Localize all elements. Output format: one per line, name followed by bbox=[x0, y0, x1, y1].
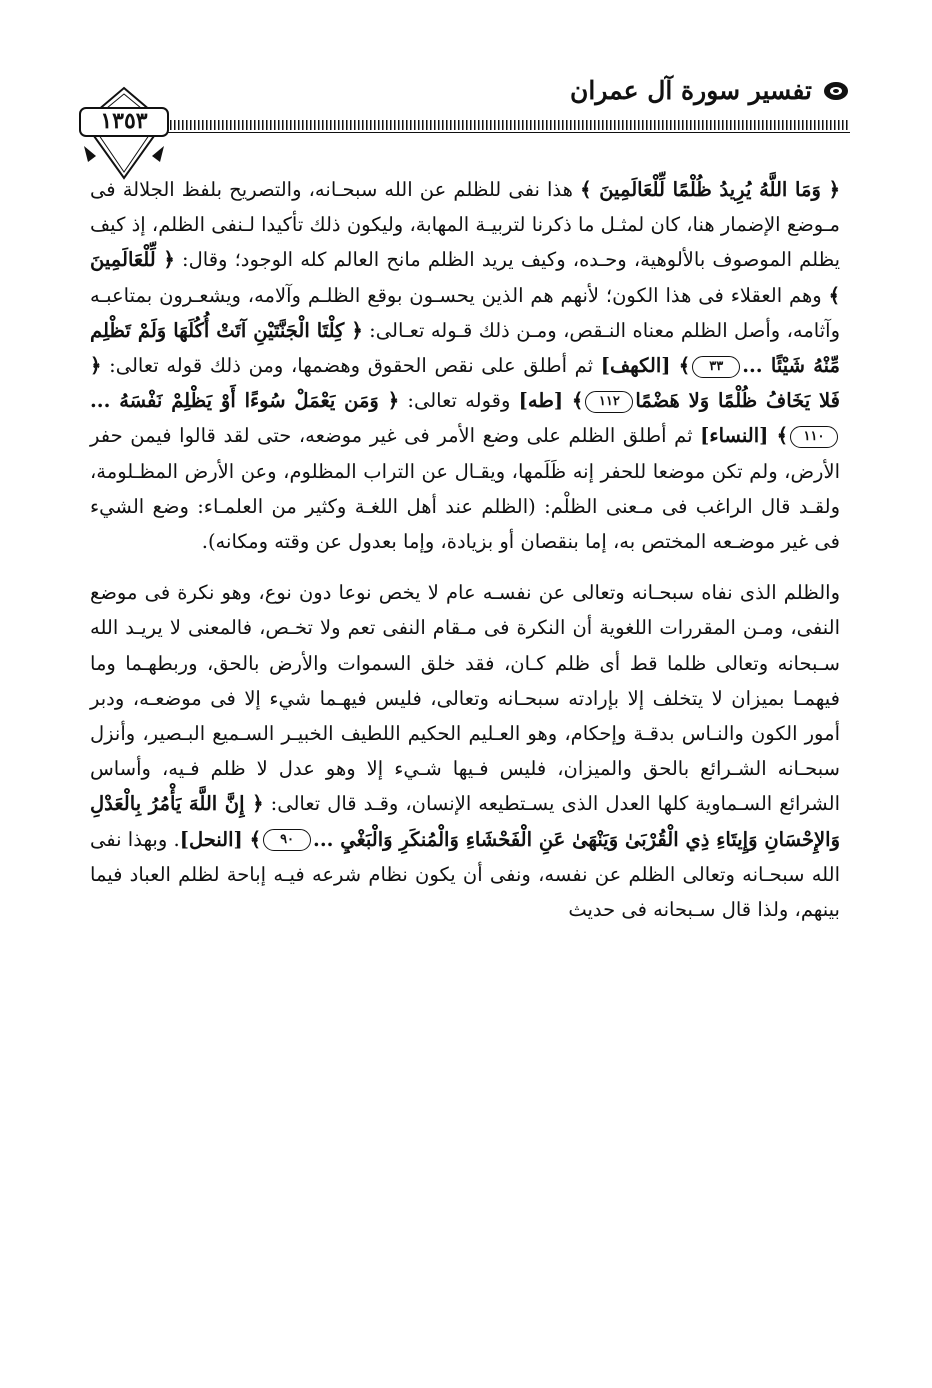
page-header bbox=[70, 68, 850, 168]
surah-reference: [الكهف] bbox=[600, 354, 679, 378]
ayah-number-marker: ١١٠ bbox=[790, 426, 838, 448]
paragraph-2 bbox=[90, 575, 840, 927]
header-hatched-rule bbox=[150, 120, 850, 130]
main-text bbox=[90, 172, 840, 927]
surah-reference: [النحل] bbox=[179, 827, 250, 851]
flower-ornament-icon bbox=[822, 80, 850, 102]
surah-reference: [طه] bbox=[518, 389, 572, 413]
header-divider bbox=[150, 132, 850, 133]
page-number-badge bbox=[78, 86, 170, 182]
quran-verse: ﴾ bbox=[571, 389, 584, 413]
text-segment: . وبهذا نفى الله سبحـانه وتعالى الظلم عن نفسه، ونفى أن يكون نظام شرعه فيـه إباحة لظلم العباد فيما بينهم، ولذا قال سـبحانه فى حديث bbox=[90, 827, 840, 922]
text-segment: والظلم الذى نفاه سبحـانه وتعالى عن نفسـه عام لا يخص نوعا دون نوع، وهو نكرة فى موضع النفى، ومـن المقررات اللغوية أن النكرة فى مـقام النفى تعم ولا تخـص، فالمعنى لا يريـد الله سـبحانه وتعالى ظلما قط أى ظلم كـان، فقد خلق السموات والأرض بالحق، وربطهـما وما فيهمـا بميزان لا يتخلف إلا بإرادته سبحـانه وتعالى، فليس فيهـما شيء إلا فى موضعـه، ودبر أمور الكون والنـاس بدقـة وإحكام، وهو العـليم الحكيم اللطيف الخبيـر السـميع البـصير، وأنزل سبحـانه الشـرائع بالحق والميزان، فليس فـيها شـيء إلا وهو عدل لا ظلم فـيه، وأساس الشرائع السـماوية كلها العدل الذى يسـتطيعه الإنسان، وقـد قال تعالى: bbox=[90, 581, 840, 816]
surah-title: تفسير سورة آل عمران bbox=[570, 76, 812, 105]
text-segment: وهم العقلاء فى هذا الكون؛ لأنهم هم الذين يحسـون بوقع الظلـم وآلامه، ويشعـرون بمتاعبـه وآثامه، وأصل الظلم معناه النـقص، ومـن ذلك قـوله تعـالى: bbox=[90, 283, 840, 342]
quran-verse: ﴿ وَمَا اللَّهُ يُرِيدُ ظُلْمًا لِّلْعَالَمِينَ ﴾ bbox=[580, 178, 841, 201]
text-segment: ثم أطلق على نقص الحقوق وهضمها، ومن ذلك قوله تعالى: bbox=[101, 354, 601, 378]
paragraph-1 bbox=[90, 172, 840, 559]
page-number: ١٣٥٣ bbox=[100, 108, 148, 134]
text-segment: ثم أطلق الظلم على وضع الأمر فى غير موضعه، حتى لقد قالوا فيمن حفر الأرض، ولم تكن موضعا للحفر إنه ظَلَمها، ويقـال عن التراب المظلوم، وعن الأرض المظـلومة، ولقـد قال الراغب فى مـعنى الظلْم: (الظلم عند أهل اللغـة وكثير من العلمـاء: وضع الشيء فى غير موضـعه المختص به، إما بنقصان أو بزيادة، وإما بعدول عن وقته ومكانه). bbox=[90, 424, 840, 554]
ayah-number-marker: ١١٢ bbox=[585, 391, 633, 413]
quran-verse: ﴿ لِّلْعَالَمِينَ ﴾ bbox=[90, 248, 840, 307]
quran-verse: ﴿ كِلْتَا الْجَنَّتَيْنِ آتَتْ أُكُلَهَا وَلَمْ تَظْلِم مِّنْهُ شَيْئًا ... bbox=[90, 318, 840, 378]
page-number-frame-icon bbox=[78, 86, 170, 182]
quran-verse: ﴿ وَمَن يَعْمَلْ سُوءًا أَوْ يَظْلِمْ نَفْسَهُ ... bbox=[90, 389, 400, 413]
text-segment: وقوله تعالى: bbox=[399, 389, 519, 413]
quran-verse: ﴾ bbox=[776, 424, 788, 448]
quran-verse: ﴿ فَلا يَخَافُ ظُلْمًا وَلا هَضْمًا bbox=[90, 354, 841, 413]
ayah-number-marker: ٣٣ bbox=[692, 356, 740, 378]
quran-verse: ﴾ bbox=[249, 827, 262, 851]
quran-verse: ﴾ bbox=[678, 354, 691, 378]
surah-reference: [النساء] bbox=[700, 424, 777, 448]
quran-verse: ﴿ إِنَّ اللَّهَ يَأْمُرُ بِالْعَدْلِ وَالإِحْسَانِ وَإِيتَاءِ ذِي الْقُرْبَىٰ وَيَنْهَىٰ عَنِ الْفَحْشَاءِ وَالْمُنكَرِ وَالْبَغْيِ ... bbox=[90, 792, 840, 851]
ayah-number-marker: ٩٠ bbox=[263, 829, 311, 851]
text-segment: هذا نفى للظلم عن الله سبحـانه، والتصريح بلفظ الجلالة فى مـوضع الإضمار هنا، كان لمثـل ما ذكرنا لتربيـة المهابة، وليكون ذلك تأكيدا لـنفى الظلم، إذ كيف يظلم الموصوف بالألوهية، وحـده، وكيف يريد الظلم مانح العالم كله الوجود؛ وقال: bbox=[90, 178, 841, 272]
